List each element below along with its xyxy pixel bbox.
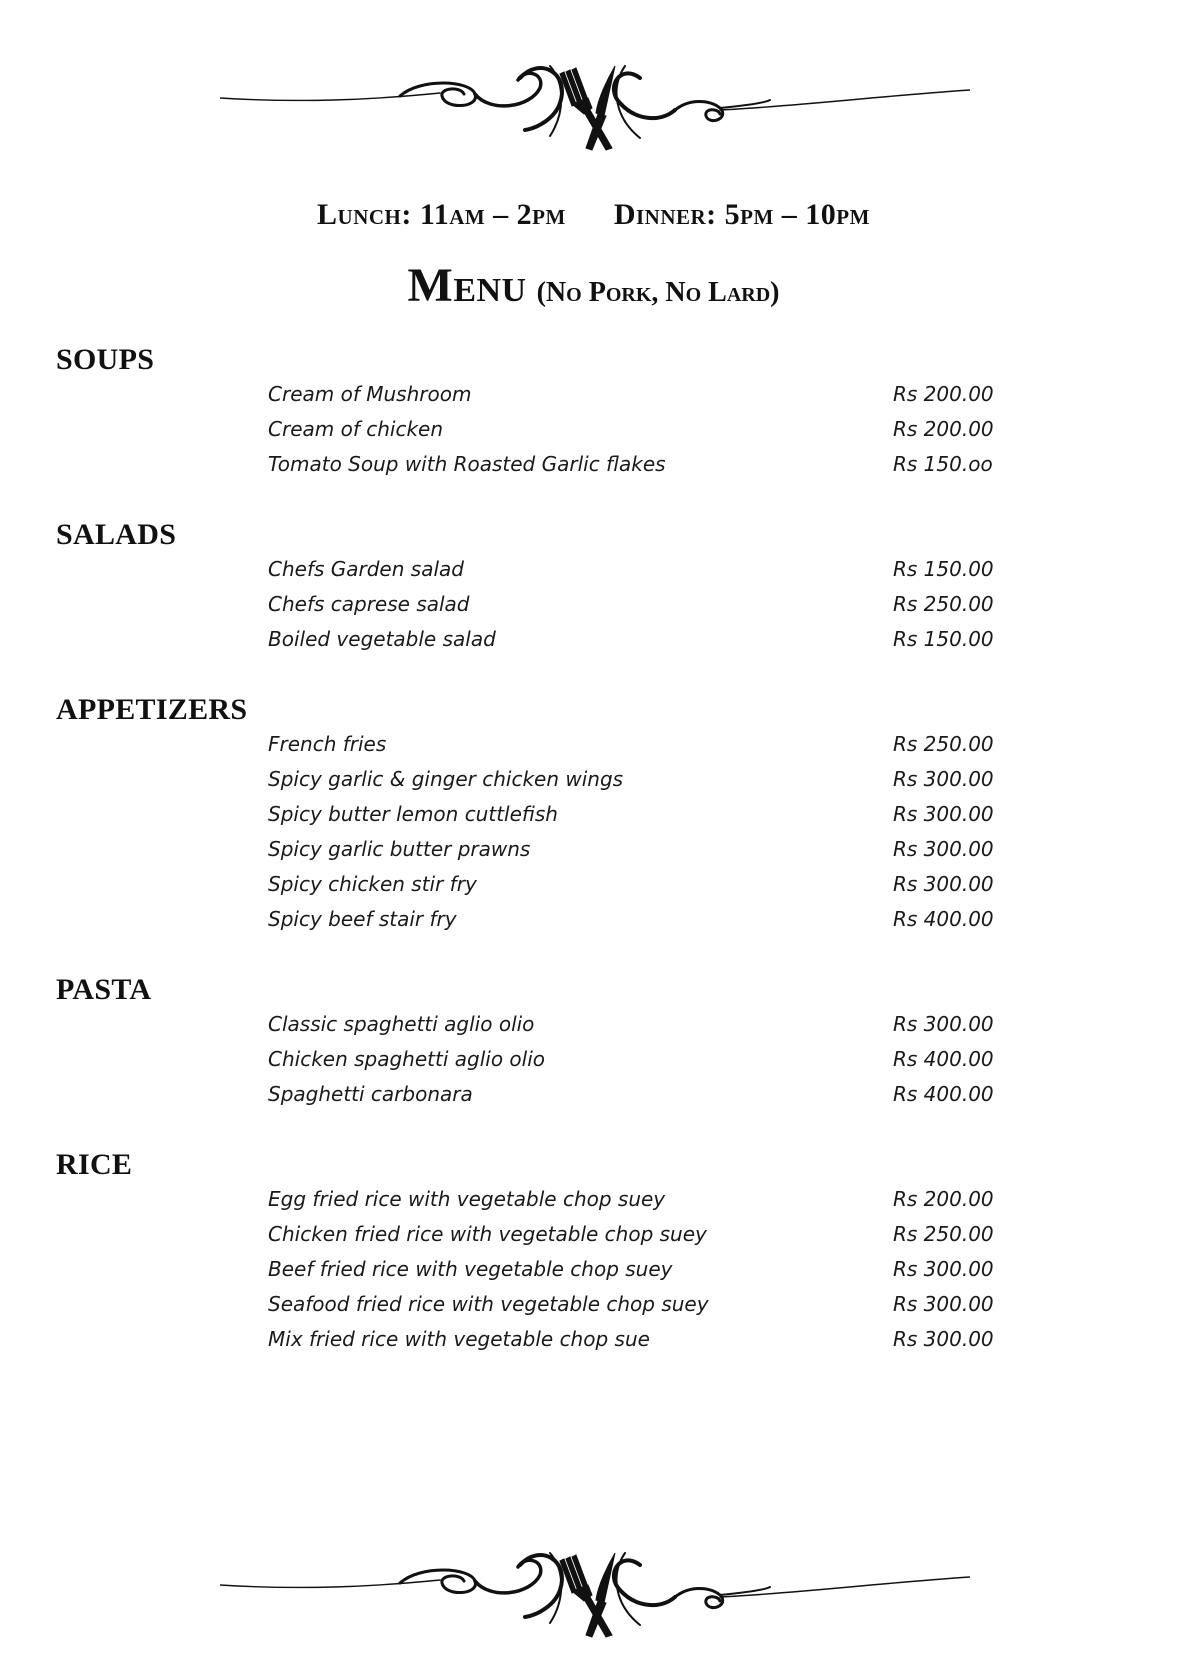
menu-item [0,1182,1187,1217]
menu-item-price: Rs 300.00 [893,1012,994,1036]
menu-item [0,1077,1187,1112]
menu-item-name: Chefs caprese salad [268,592,470,616]
menu-item [0,797,1187,832]
menu-item [0,1042,1187,1077]
menu-item-price: Rs 300.00 [893,802,994,826]
dinner-hours: Dinner: 5pm – 10pm [613,198,870,231]
menu-item-price: Rs 200.00 [893,417,994,441]
menu-item-price: Rs 300.00 [893,1257,994,1281]
menu-item [0,587,1187,622]
menu-item-name: French fries [268,732,387,756]
menu-item [0,1217,1187,1252]
menu-item-price: Rs 300.00 [893,837,994,861]
menu-item-price: Rs 150.00 [893,627,994,651]
menu-item-price: Rs 400.00 [893,1082,994,1106]
menu-item [0,622,1187,657]
menu-item-price: Rs 200.00 [893,1187,994,1211]
menu-item [0,902,1187,937]
menu-item-price: Rs 150.00 [893,557,994,581]
menu-title-note: (No Pork, No Lard) [536,277,780,308]
menu-item-name: Egg fried rice with vegetable chop suey [268,1187,666,1211]
menu-item-price: Rs 200.00 [893,382,994,406]
fork-knife-flourish-icon [220,1545,970,1640]
section-heading: APPETIZERS [56,693,248,726]
menu-title [0,258,1187,313]
menu-item-name: Mix fried rice with vegetable chop sue [268,1327,650,1351]
menu-item-price: Rs 400.00 [893,907,994,931]
menu-item-name: Spicy garlic & ginger chicken wings [268,767,624,791]
menu-section-appetizers [0,692,1187,937]
menu-item-name: Cream of chicken [268,417,444,441]
menu-item-price: Rs 250.00 [893,732,994,756]
menu-item [0,412,1187,447]
menu-item-price: Rs 150.oo [893,452,993,476]
menu-item [0,762,1187,797]
lunch-hours: Lunch: 11am – 2pm [317,198,566,231]
menu-item-name: Chefs Garden salad [268,557,464,581]
menu-item-name: Beef fried rice with vegetable chop suey [268,1257,673,1281]
menu-item-name: Classic spaghetti aglio olio [268,1012,535,1036]
menu-list [0,342,1187,1392]
menu-item-name: Tomato Soup with Roasted Garlic flakes [268,452,666,476]
menu-item [0,1252,1187,1287]
menu-item [0,1287,1187,1322]
menu-item-price: Rs 300.00 [893,872,994,896]
menu-item [0,377,1187,412]
section-heading: SALADS [56,518,177,551]
menu-item [0,1007,1187,1042]
section-heading: RICE [56,1148,133,1181]
menu-item-price: Rs 400.00 [893,1047,994,1071]
menu-item-name: Spicy chicken stir fry [268,872,477,896]
fork-knife-flourish-icon [220,58,970,153]
menu-item-name: Chicken spaghetti aglio olio [268,1047,546,1071]
menu-item [0,552,1187,587]
menu-item [0,447,1187,482]
menu-item-name: Cream of Mushroom [268,382,472,406]
menu-item-name: Spicy garlic butter prawns [268,837,531,861]
menu-item [0,867,1187,902]
menu-item-price: Rs 250.00 [893,592,994,616]
section-heading: SOUPS [56,343,155,376]
menu-title-main: Menu [407,259,527,312]
menu-item [0,727,1187,762]
menu-item-name: Spicy beef stair fry [268,907,457,931]
menu-item-price: Rs 300.00 [893,1292,994,1316]
menu-section-rice [0,1147,1187,1357]
menu-item-name: Boiled vegetable salad [268,627,496,651]
menu-item [0,832,1187,867]
menu-section-soups [0,342,1187,482]
menu-item-name: Spaghetti carbonara [268,1082,473,1106]
opening-hours [0,198,1187,232]
menu-section-salads [0,517,1187,657]
section-heading: PASTA [56,973,152,1006]
menu-item-price: Rs 300.00 [893,767,994,791]
menu-item-name: Spicy butter lemon cuttlefish [268,802,558,826]
menu-item-name: Seafood fried rice with vegetable chop suey [268,1292,709,1316]
menu-item-price: Rs 250.00 [893,1222,994,1246]
menu-item-price: Rs 300.00 [893,1327,994,1351]
menu-item-name: Chicken fried rice with vegetable chop suey [268,1222,707,1246]
menu-section-pasta [0,972,1187,1112]
menu-item [0,1322,1187,1357]
